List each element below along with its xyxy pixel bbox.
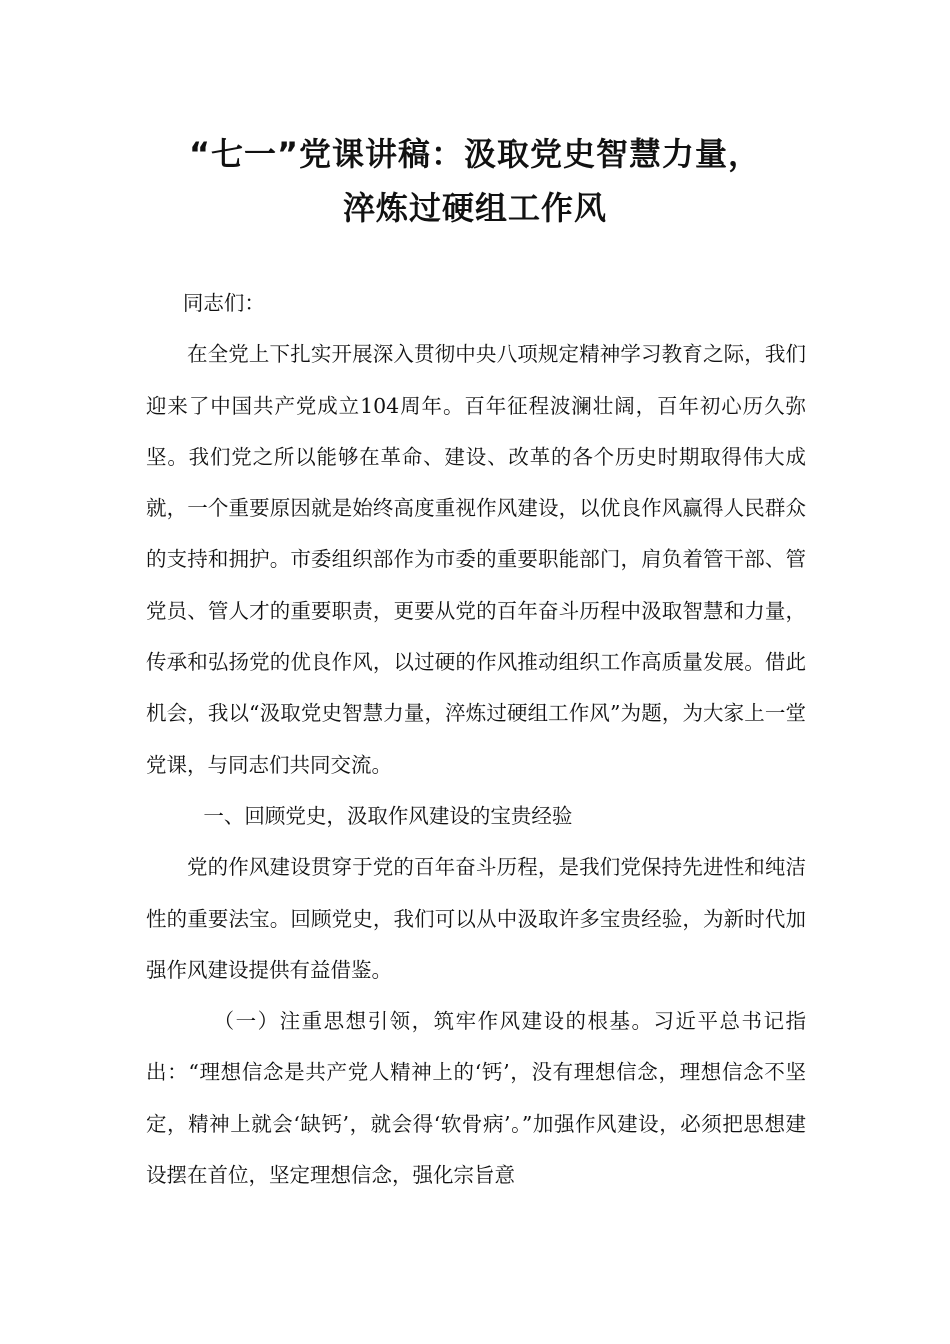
subsection-paragraph: （一）注重思想引领，筑牢作风建设的根基。习近平总书记指出：“理想信念是共产党人精神上的‘钙’，没有理想信念，理想信念不坚定，精神上就会‘缺钙’，就会得‘软骨病’。”加强作风建设，必须把思想建设摆在首位，坚定理想信念，强化宗旨意 [146, 1009, 806, 1188]
section-heading: 一、回顾党史，汲取作风建设的宝贵经验 [203, 803, 573, 828]
document-title-line-2: 淬炼过硬组工作风 [342, 189, 607, 227]
intro-paragraph: 在全党上下扎实开展深入贯彻中央八项规定精神学习教育之际，我们迎来了中国共产党成立104周年。百年征程波澜壮阔，百年初心历久弥坚。我们党之所以能够在革命、建设、改革的各个历史时期取得伟大成就，一个重要原因就是始终高度重视作风建设，以优良作风赢得人民群众的支持和拥护。市委组织部作为市委的重要职能部门，肩负着管干部、管党员、管人才的重要职责，更要从党的百年奋斗历程中汲取智慧和力量，传承和弘扬党的优良作风，以过硬的作风推动组织工作高质量发展。借此机会，我以“汲取党史智慧力量，淬炼过硬组工作风”为题，为大家上一堂党课，与同志们共同交流。 [146, 342, 806, 777]
document-body [146, 278, 806, 1201]
document-title-line-1: “七一”党课讲稿：汲取党史智慧力量， [188, 135, 762, 173]
greeting: 同志们： [182, 291, 265, 315]
section-intro-paragraph: 党的作风建设贯穿于党的百年奋斗历程，是我们党保持先进性和纯洁性的重要法宝。回顾党史，我们可以从中汲取许多宝贵经验，为新时代加强作风建设提供有益借鉴。 [146, 855, 806, 982]
